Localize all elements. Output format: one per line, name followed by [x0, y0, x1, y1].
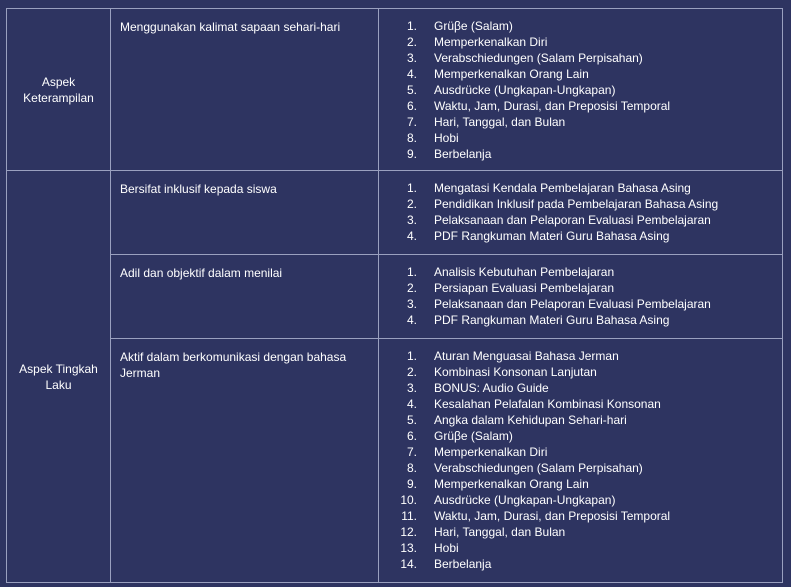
material-cell [379, 171, 783, 255]
list-item [383, 34, 776, 50]
list-item-text: PDF Rangkuman Materi Guru Bahasa Asing [434, 313, 670, 327]
table-row [7, 255, 783, 339]
list-item-number: 12. [400, 525, 417, 539]
list-item [383, 196, 776, 212]
list-item-number: 5. [406, 83, 417, 97]
list-item-number: 13. [400, 541, 417, 555]
list-item [383, 508, 776, 524]
list-item-number: 4. [406, 313, 417, 327]
list-item-text: Verabschiedungen (Salam Perpisahan) [434, 51, 643, 65]
list-item [383, 114, 776, 130]
material-list [383, 264, 776, 328]
list-item-text: BONUS: Audio Guide [434, 381, 549, 395]
list-item [383, 98, 776, 114]
list-item-text: Memperkenalkan Orang Lain [434, 67, 589, 81]
list-item-text: Hari, Tanggal, dan Bulan [434, 115, 566, 129]
list-item-number: 11. [401, 509, 417, 523]
list-item-number: 1. [406, 19, 417, 33]
material-list [383, 348, 776, 572]
list-item-text: Memperkenalkan Orang Lain [434, 477, 589, 491]
list-item-text: Hari, Tanggal, dan Bulan [434, 525, 566, 539]
list-item-text: Persiapan Evaluasi Pembelajaran [434, 281, 615, 295]
list-item-number: 3. [406, 213, 417, 227]
list-item-text: Pelaksanaan dan Pelaporan Evaluasi Pembelajaran [434, 297, 711, 311]
table-row [7, 9, 783, 171]
list-item-text: PDF Rangkuman Materi Guru Bahasa Asing [434, 229, 670, 243]
table-row [7, 339, 783, 583]
list-item-text: Memperkenalkan Diri [434, 445, 548, 459]
list-item-number: 2. [406, 365, 417, 379]
list-item [383, 296, 776, 312]
list-item-number: 14. [400, 557, 417, 571]
list-item-number: 8. [406, 461, 417, 475]
list-item [383, 476, 776, 492]
material-cell [379, 339, 783, 583]
competency-table [6, 8, 783, 583]
list-item-text: Waktu, Jam, Durasi, dan Preposisi Temporal [434, 99, 671, 113]
list-item-text: Grüβe (Salam) [434, 19, 513, 33]
indicator-cell: Menggunakan kalimat sapaan sehari-hari [111, 9, 379, 171]
list-item-text: Berbelanja [434, 557, 492, 571]
list-item-text: Aturan Menguasai Bahasa Jerman [434, 349, 619, 363]
list-item [383, 228, 776, 244]
list-item-text: Analisis Kebutuhan Pembelajaran [434, 265, 615, 279]
list-item-text: Grüβe (Salam) [434, 429, 513, 443]
list-item-text: Hobi [434, 131, 459, 145]
list-item-number: 10. [400, 493, 417, 507]
list-item-number: 1. [406, 349, 417, 363]
list-item [383, 412, 776, 428]
list-item-text: Mengatasi Kendala Pembelajaran Bahasa Asing [434, 181, 691, 195]
indicator-cell: Bersifat inklusif kepada siswa [111, 171, 379, 255]
list-item [383, 492, 776, 508]
list-item [383, 380, 776, 396]
list-item-text: Pendidikan Inklusif pada Pembelajaran Bahasa Asing [434, 197, 719, 211]
list-item-text: Waktu, Jam, Durasi, dan Preposisi Temporal [434, 509, 671, 523]
material-cell [379, 9, 783, 171]
list-item-number: 4. [406, 67, 417, 81]
indicator-cell: Aktif dalam berkomunikasi dengan bahasa Jerman [111, 339, 379, 583]
list-item-number: 7. [406, 445, 417, 459]
list-item [383, 540, 776, 556]
list-item [383, 82, 776, 98]
list-item [383, 396, 776, 412]
list-item [383, 180, 776, 196]
list-item-number: 5. [406, 413, 417, 427]
list-item [383, 312, 776, 328]
material-list [383, 18, 776, 162]
list-item-number: 2. [406, 281, 417, 295]
list-item-text: Angka dalam Kehidupan Sehari-hari [434, 413, 627, 427]
list-item [383, 50, 776, 66]
list-item-number: 9. [406, 147, 417, 161]
list-item-number: 3. [406, 51, 417, 65]
indicator-cell: Adil dan objektif dalam menilai [111, 255, 379, 339]
list-item-number: 9. [406, 477, 417, 491]
list-item [383, 130, 776, 146]
list-item-number: 7. [406, 115, 417, 129]
list-item-number: 4. [406, 397, 417, 411]
table-row [7, 171, 783, 255]
list-item-text: Memperkenalkan Diri [434, 35, 548, 49]
list-item-text: Hobi [434, 541, 459, 555]
list-item-text: Berbelanja [434, 147, 492, 161]
list-item [383, 66, 776, 82]
list-item [383, 18, 776, 34]
list-item [383, 556, 776, 572]
list-item-text: Kesalahan Pelafalan Kombinasi Konsonan [434, 397, 661, 411]
list-item-number: 6. [406, 429, 417, 443]
list-item [383, 146, 776, 162]
list-item-number: 3. [406, 381, 417, 395]
material-cell [379, 255, 783, 339]
list-item [383, 364, 776, 380]
list-item [383, 428, 776, 444]
aspect-cell-keterampilan: Aspek Keterampilan [7, 9, 111, 171]
list-item-number: 1. [406, 181, 417, 195]
list-item-number: 6. [406, 99, 417, 113]
list-item-number: 3. [406, 297, 417, 311]
list-item [383, 280, 776, 296]
list-item [383, 460, 776, 476]
aspect-cell-tingkah-laku: Aspek Tingkah Laku [7, 171, 111, 583]
list-item-number: 2. [406, 197, 417, 211]
list-item [383, 264, 776, 280]
list-item [383, 212, 776, 228]
list-item-number: 8. [406, 131, 417, 145]
list-item-text: Verabschiedungen (Salam Perpisahan) [434, 461, 643, 475]
list-item [383, 524, 776, 540]
list-item-text: Kombinasi Konsonan Lanjutan [434, 365, 597, 379]
list-item-text: Ausdrücke (Ungkapan-Ungkapan) [434, 493, 616, 507]
material-list [383, 180, 776, 244]
list-item-number: 4. [406, 229, 417, 243]
list-item-number: 1. [406, 265, 417, 279]
list-item [383, 444, 776, 460]
list-item-text: Ausdrücke (Ungkapan-Ungkapan) [434, 83, 616, 97]
list-item-number: 2. [406, 35, 417, 49]
list-item-text: Pelaksanaan dan Pelaporan Evaluasi Pembelajaran [434, 213, 711, 227]
list-item [383, 348, 776, 364]
